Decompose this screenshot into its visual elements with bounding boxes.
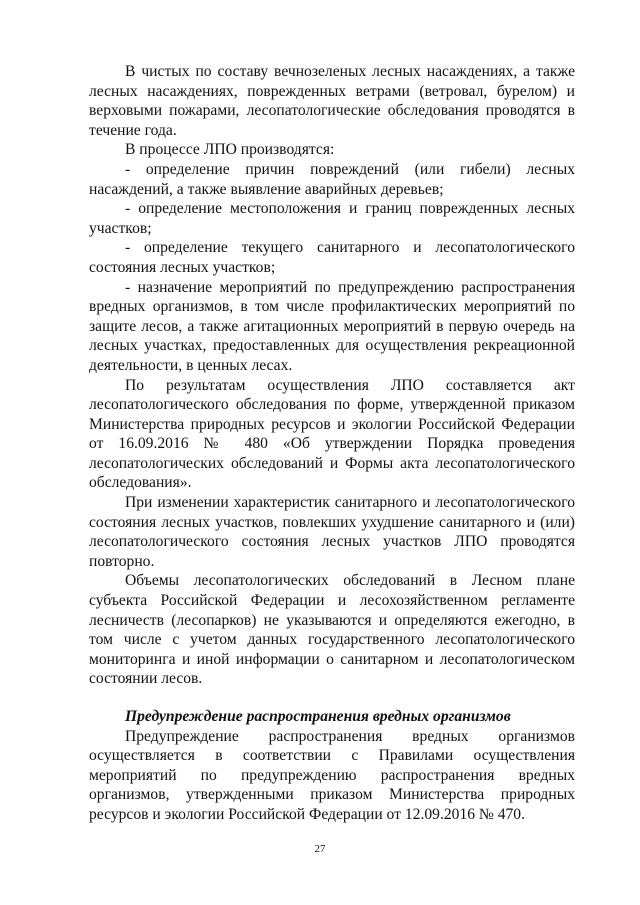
paragraph-survey-act: По результатам осуществления ЛПО составляется акт лесопатологического обследования по форме, утвержденной приказом Министерства природных ресурсов и экологии Российской Федерации от 16.09.2016 № 480 «Об утверждении Порядка проведения лесопатологических обследований и Формы акта лесопатологического обследования». — [89, 376, 575, 492]
list-item-causes: - определение причин повреждений (или гибели) лесных насаждений, а также выявление аварийных деревьев; — [89, 160, 575, 198]
document-body — [89, 62, 575, 825]
paragraph-evergreen-surveys: В чистых по составу вечнозеленых лесных насаждениях, а также лесных насаждениях, поврежденных ветрами (ветровал, бурелом) и верховыми пожарами, лесопатологические обследования проводятся в течение года. — [89, 63, 575, 139]
paragraph-prevention-rules: Предупреждение распространения вредных организмов осуществляется в соответствии с Правилами осуществления мероприятий по предупреждению распространения вредных организмов, утвержденными приказом Министерства природных ресурсов и экологии Российской Федерации от 12.09.2016 № 470. — [89, 727, 575, 823]
paragraph-survey-volumes: Объемы лесопатологических обследований в Лесном плане субъекта Российской Федерации и лесохозяйственном регламенте лесничеств (лесопарков) не указываются и определяются ежегодно, в том числе с учетом данных государственного лесопатологического мониторинга и иной информации о санитарном и лесопатологическом состоянии лесов. — [89, 572, 575, 688]
section-spacer — [89, 689, 575, 707]
section-heading: Предупреждение распространения вредных организмов — [125, 708, 511, 725]
list-item-boundaries: - определение местоположения и границ поврежденных лесных участков; — [89, 200, 575, 237]
paragraph-lpo-intro: В процессе ЛПО производятся: — [125, 141, 335, 159]
list-item-measures: - назначение мероприятий по предупреждению распространения вредных организмов, в том числе профилактических мероприятий по защите лесов, а также агитационных мероприятий в первую очередь на лесных участках, предоставленных для осуществления рекреационной деятельности, в ценных лесах. — [89, 278, 575, 374]
page-number: 27 — [314, 843, 326, 855]
list-item-sanitary-state: - определение текущего санитарного и лесопатологического состояния лесных участков; — [89, 239, 575, 276]
paragraph-repeat-surveys: При изменении характеристик санитарного и лесопатологического состояния лесных участков, повлекших ухудшение санитарного и (или) лесопатологического состояния лесных участков ЛПО проводятся повторно. — [89, 494, 575, 570]
